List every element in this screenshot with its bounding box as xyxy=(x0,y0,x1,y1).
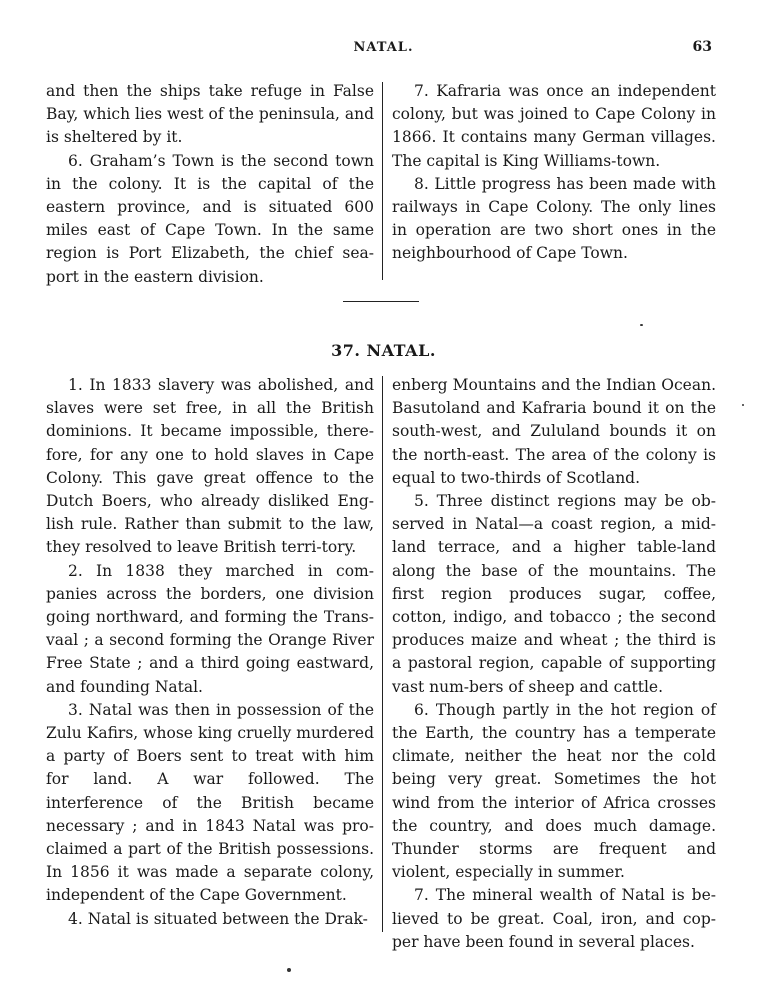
paragraph-grahams-town: 6. Graham’s Town is the second town in the colony. It is the capital of the eastern province, and is situated 600 miles east of Cape Town. In the same region is Port Elizabeth, the chief sea-port in the eastern division. xyxy=(46,151,374,286)
paragraph-climate: 6. Though partly in the hot region of the Earth, the country has a temperate climate, neither the heat nor the cold being very great. Sometimes the hot wind from the interior of Africa crosses the country, and does much damage. Thunder storms are frequent and violent, especially in summer. xyxy=(392,700,716,882)
bottom-left-column xyxy=(46,374,374,931)
paragraph-natal-situation: 4. Natal is situated between the Drak- xyxy=(68,909,368,928)
bottom-right-column xyxy=(392,374,716,954)
top-right-column xyxy=(392,80,716,266)
paragraph-kafraria: 7. Kafraria was once an independent colony, but was joined to Cape Colony in 1866. It contains many German villages. The capital is King Williams-town. xyxy=(392,82,716,170)
column-divider-top xyxy=(382,82,383,280)
page-number: 63 xyxy=(692,39,712,55)
paragraph-mineral-wealth: 7. The mineral wealth of Natal is be-lieved to be great. Coal, iron, and cop-per have been found in several places. xyxy=(392,886,716,951)
ink-speck xyxy=(742,404,744,406)
paragraph-slavery-abolished: 1. In 1833 slavery was abolished, and slaves were set free, in all the British dominions. It became impossible, there-fore, for any one to hold slaves in Cape Colony. This gave great offence to the Dutch Boers, who already disliked Eng-lish rule. Rather than submit to the law, they resolved to leave British terri-tory. xyxy=(46,376,374,557)
paragraph-regions: 5. Three distinct regions may be ob-served in Natal—a coast region, a mid-land terrace, and a higher table-land along the base of the mountains. The first region produces sugar, coffee, cotton, indigo, and tobacco ; the second produces maize and wheat ; the third is a pastoral region, capable of supporting vast num-bers of sheep and cattle. xyxy=(392,492,716,696)
section-heading: 37. NATAL. xyxy=(331,341,436,360)
column-divider-bottom xyxy=(382,376,383,932)
paragraph-zulu-war: 3. Natal was then in possession of the Zulu Kafirs, whose king cruelly murdered a party of Boers sent to treat with him for land. A war followed. The interference of the British became necessary ; and in 1843 Natal was pro-claimed a part of the British possessions. In 1856 it was made a separate colony, independent of the Cape Government. xyxy=(46,700,374,905)
section-divider-rule xyxy=(343,301,419,302)
top-left-column xyxy=(46,80,374,289)
paragraph-continued: and then the ships take refuge in False Bay, which lies west of the peninsula, and is sheltered by it. xyxy=(46,82,374,147)
paragraph-railways: 8. Little progress has been made with railways in Cape Colony. The only lines in operation are two short ones in the neighbourhood of Cape Town. xyxy=(392,174,716,263)
ink-speck xyxy=(640,324,643,326)
running-title: NATAL. xyxy=(353,40,414,55)
running-head xyxy=(0,36,767,60)
paragraph-boundaries: enberg Mountains and the Indian Ocean. Basutoland and Kafraria bound it on the south-west, and Zululand bounds it on the north-east. The area of the colony is equal to two-thirds of Scotland. xyxy=(392,376,716,487)
paragraph-boer-migration: 2. In 1838 they marched in com-panies across the borders, one division going northward, and forming the Trans-vaal ; a second forming the Orange River Free State ; and a third going eastward, and founding Natal. xyxy=(46,561,374,696)
ink-speck xyxy=(287,968,291,972)
